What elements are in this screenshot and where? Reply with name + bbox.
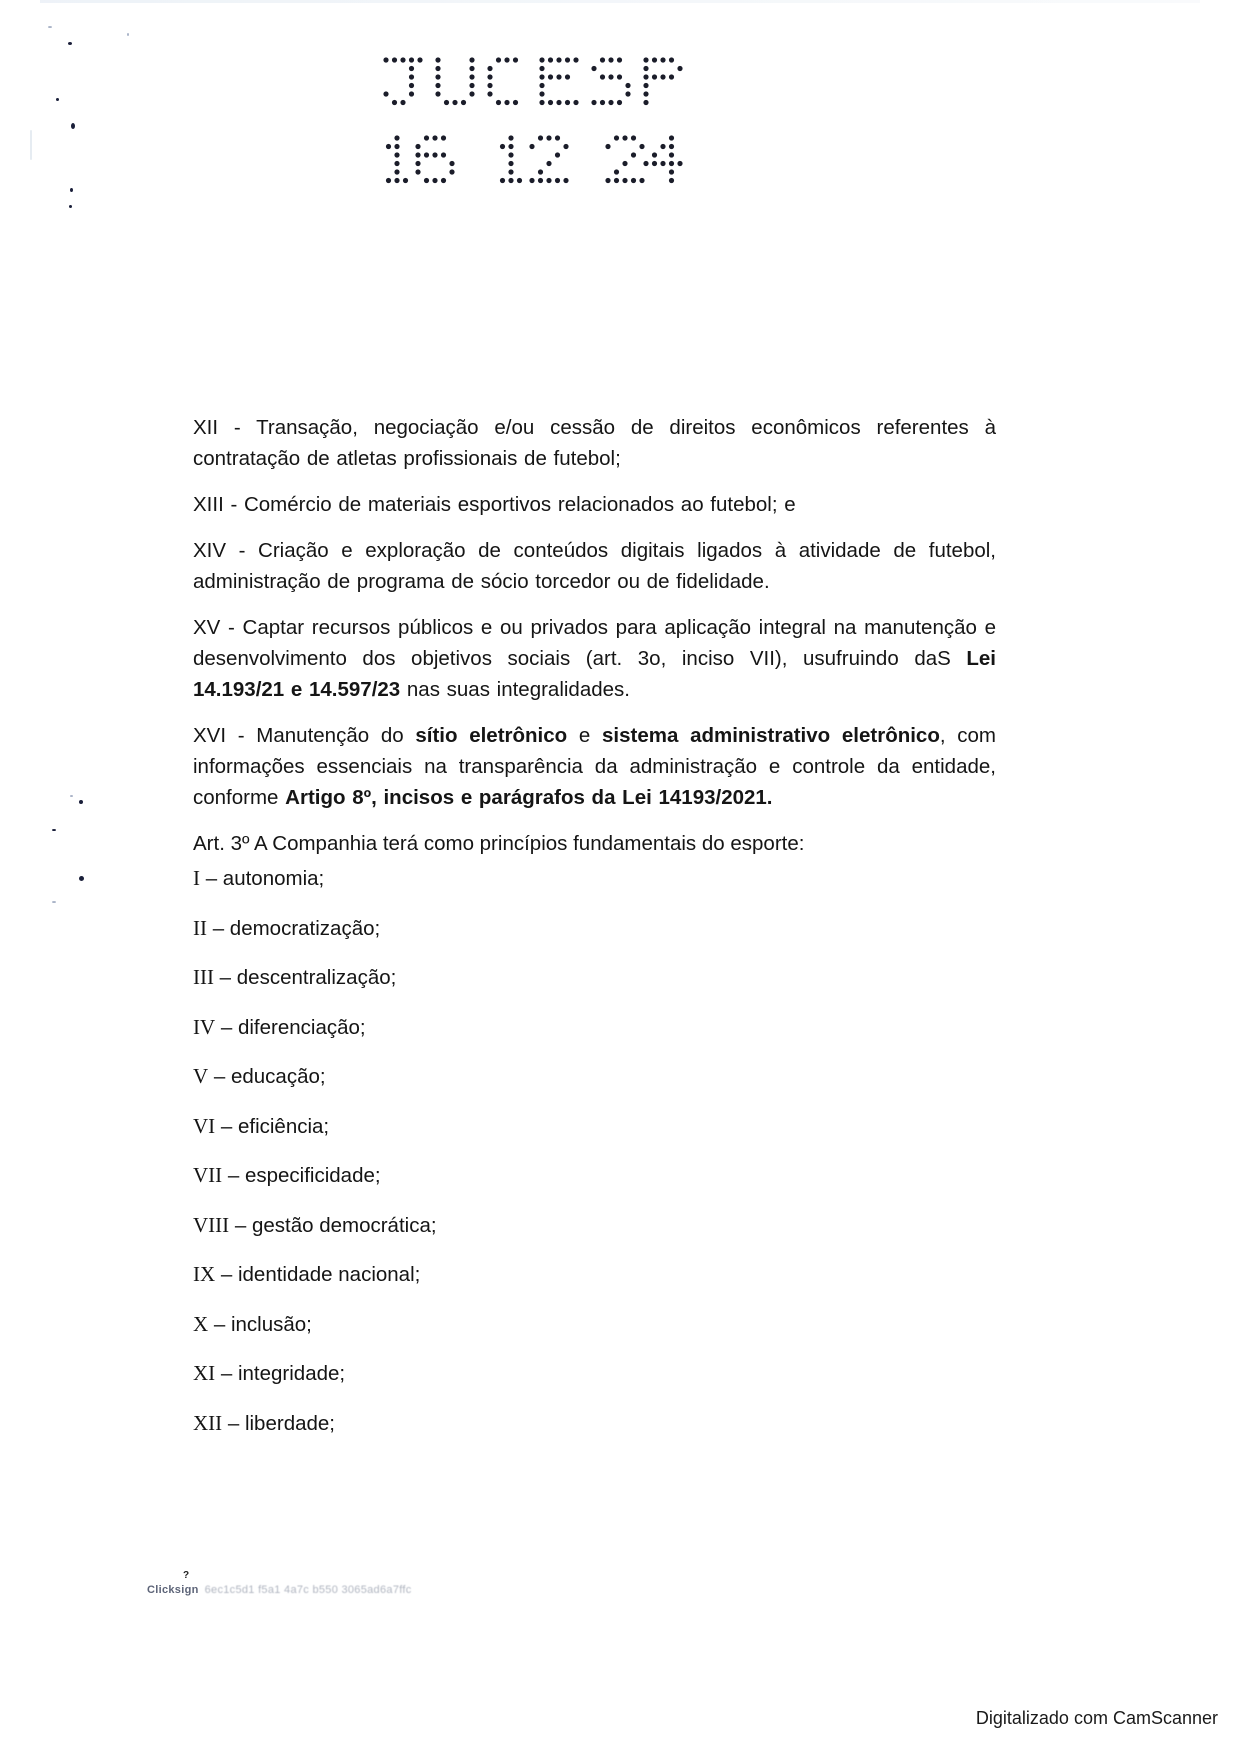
principle-numeral: XI (193, 1361, 216, 1385)
principle-separator: – (215, 1362, 238, 1385)
principle-text: eficiência; (237, 1114, 330, 1138)
stamp-dot (394, 144, 399, 149)
clause-text: XIII - Comércio de materiais esportivos relacionados ao futebol; e (193, 493, 796, 516)
stamp-dot (500, 178, 505, 183)
principle-numeral: VII (193, 1163, 223, 1187)
stamp-dot (394, 135, 399, 140)
speck (48, 26, 52, 28)
clause-bold-text: Artigo 8º, incisos e parágrafos da Lei 14193/2021. (285, 786, 773, 809)
stamp-dot (622, 135, 627, 140)
principle-separator: – (222, 1411, 245, 1435)
clause-text: XII - Transação, negociação e/ou cessão de direitos econômicos referentes à contratação de atletas profissionais de futebol; (193, 416, 996, 470)
clicksign-hash: 6ec1c5d1 f5a1 4a7c b550 3065ad6a7ffc (204, 1584, 412, 1596)
stamp-dot (614, 169, 619, 174)
stamp-dot (625, 91, 630, 96)
stamp-dot (415, 161, 420, 166)
stamp-dot (487, 74, 492, 79)
principle-separator: – (208, 1312, 231, 1336)
stamp-dot (617, 57, 622, 62)
stamp-dot (496, 100, 501, 105)
stamp-dot (415, 169, 420, 174)
stamp-dot (669, 74, 674, 79)
stamp-dot (652, 161, 657, 166)
stamp-dot (556, 57, 561, 62)
stamp-dot (631, 178, 636, 183)
stamp-dot (441, 178, 446, 183)
stamp-dot (605, 178, 610, 183)
stamp-dot (435, 91, 440, 96)
principle-separator: – (215, 1263, 238, 1286)
stamp-dot (424, 152, 429, 157)
stamp-dot (529, 144, 534, 149)
principle-separator: – (200, 867, 223, 890)
principle-item (193, 1309, 996, 1359)
camscanner-watermark: Digitalizado com CamScanner (975, 1708, 1218, 1728)
jucesp-perforated-stamp (380, 50, 710, 200)
stamp-dot (660, 144, 665, 149)
clause-bold-text: sítio eletrônico (415, 724, 568, 747)
speck (71, 123, 75, 129)
principles-list (193, 863, 996, 1457)
speck (52, 829, 56, 831)
stamp-dot (669, 152, 674, 157)
stamp-dot (444, 100, 449, 105)
stamp-dot (417, 57, 422, 62)
stamp-dot (548, 100, 553, 105)
stamp-dot (677, 66, 682, 71)
stamp-dot (600, 74, 605, 79)
stamp-dot (573, 57, 578, 62)
stamp-dot (432, 178, 437, 183)
clause-text: nas suas integralidades. (400, 678, 630, 701)
stamp-dot (500, 144, 505, 149)
stamp-dot (469, 74, 474, 79)
stamp-dot (643, 83, 648, 88)
stamp-dot (631, 135, 636, 140)
principle-text: autonomia; (222, 867, 325, 890)
stamp-dot (424, 135, 429, 140)
stamp-dot (508, 135, 513, 140)
clause-xv (193, 612, 996, 705)
principle-numeral: V (193, 1064, 209, 1088)
speck (70, 188, 73, 192)
stamp-dot (461, 100, 466, 105)
stamp-dot (449, 161, 454, 166)
principle-item (193, 1408, 996, 1458)
stamp-dot (469, 66, 474, 71)
stamp-dot (622, 178, 627, 183)
stamp-dot (435, 66, 440, 71)
principle-numeral: VIII (193, 1212, 230, 1237)
stamp-dot (394, 178, 399, 183)
principle-item (193, 962, 996, 1012)
stamp-dot (617, 74, 622, 79)
principle-numeral: IX (193, 1262, 216, 1286)
stamp-dot (643, 66, 648, 71)
clicksign-mark: ? (183, 1570, 190, 1581)
stamp-dot (643, 91, 648, 96)
principle-numeral: XII (193, 1410, 223, 1435)
principle-text: integridade; (237, 1362, 346, 1385)
stamp-dot (409, 57, 414, 62)
stamp-dot (539, 83, 544, 88)
clause-xiv (193, 535, 996, 597)
stamp-dot (383, 91, 388, 96)
stamp-dot (435, 57, 440, 62)
principle-text: descentralização; (236, 966, 397, 989)
stamp-dot (539, 91, 544, 96)
stamp-dot (643, 100, 648, 105)
stamp-dots (380, 50, 710, 200)
document-body (193, 412, 996, 1457)
principle-item (193, 1210, 996, 1260)
stamp-dot (600, 100, 605, 105)
stamp-dot (555, 152, 560, 157)
principle-item (193, 863, 996, 913)
stamp-dot (517, 178, 522, 183)
speck (52, 901, 56, 903)
speck (30, 130, 32, 160)
clause-text: XV - Captar recursos públicos e ou privados para aplicação integral na manutenção e desenvolvimento dos objetivos sociais (art. 3o, inciso VII), usufruindo daS (193, 616, 996, 670)
stamp-dot (608, 100, 613, 105)
stamp-dot (652, 152, 657, 157)
stamp-dot (591, 100, 596, 105)
stamp-dot (660, 57, 665, 62)
stamp-dot (643, 74, 648, 79)
stamp-dot (508, 152, 513, 157)
clause-text: , com informações essenciais na transparência da administração e controle da entidade, conforme (193, 724, 996, 809)
stamp-dot (386, 178, 391, 183)
principle-separator: – (215, 1015, 238, 1039)
speck (68, 42, 72, 45)
speck (79, 876, 84, 881)
stamp-dot (652, 57, 657, 62)
stamp-dot (529, 178, 534, 183)
principle-item (193, 1160, 996, 1210)
principle-item (193, 1012, 996, 1062)
principle-numeral: X (193, 1311, 209, 1336)
principle-separator: – (213, 966, 237, 989)
stamp-dot (556, 74, 561, 79)
stamp-dot (539, 100, 544, 105)
stamp-dot (614, 178, 619, 183)
stamp-dot (555, 135, 560, 140)
stamp-dot (383, 57, 388, 62)
stamp-dot (565, 57, 570, 62)
stamp-dot (400, 57, 405, 62)
speck (69, 205, 72, 208)
stamp-dot (565, 74, 570, 79)
stamp-dot (432, 152, 437, 157)
clause-text: XIV - Criação e exploração de conteúdos digitais ligados à atividade de futebol, administração de programa de sócio torcedor ou de fidelidade. (193, 539, 996, 593)
stamp-dot (424, 178, 429, 183)
principle-item (193, 1358, 996, 1408)
clicksign-brand: Clicksign (147, 1584, 199, 1596)
stamp-dot (441, 135, 446, 140)
stamp-dot (669, 178, 674, 183)
stamp-dot (394, 161, 399, 166)
stamp-dot (504, 57, 509, 62)
stamp-dot (546, 178, 551, 183)
object-clauses (193, 412, 996, 813)
stamp-dot (469, 91, 474, 96)
principle-text: democratização; (229, 916, 381, 940)
stamp-dot (548, 57, 553, 62)
stamp-dot (643, 57, 648, 62)
stamp-dot (573, 100, 578, 105)
stamp-dot (513, 57, 518, 62)
stamp-dot (392, 100, 397, 105)
principle-text: educação; (230, 1065, 326, 1088)
principle-separator: – (207, 916, 230, 940)
stamp-dot (386, 144, 391, 149)
stamp-dot (409, 66, 414, 71)
principle-text: liberdade; (244, 1411, 335, 1435)
principle-separator: – (222, 1164, 245, 1187)
stamp-dot (415, 152, 420, 157)
stamp-dot (392, 57, 397, 62)
stamp-dot (539, 57, 544, 62)
stamp-dot (508, 161, 513, 166)
stamp-dot (539, 74, 544, 79)
stamp-dot (394, 169, 399, 174)
clause-text: e (567, 724, 602, 747)
stamp-dot (513, 100, 518, 105)
clause-bold-text: Lei 14.193/21 e 14.597/23 (193, 647, 996, 701)
stamp-dot (449, 169, 454, 174)
stamp-dot (652, 74, 657, 79)
stamp-dot (563, 144, 568, 149)
stamp-dot (591, 66, 596, 71)
clause-xiii (193, 489, 996, 520)
stamp-dot (508, 178, 513, 183)
stamp-dot (435, 74, 440, 79)
stamp-dot (435, 83, 440, 88)
stamp-dot (639, 178, 644, 183)
clause-text: XVI - Manutenção do (193, 724, 416, 747)
principle-numeral: I (193, 866, 200, 890)
clicksign-footer (147, 1584, 412, 1596)
stamp-dot (409, 83, 414, 88)
principle-numeral: III (193, 965, 214, 989)
stamp-dot (555, 178, 560, 183)
stamp-dot (441, 152, 446, 157)
stamp-dot (546, 135, 551, 140)
principle-text: diferenciação; (237, 1015, 366, 1039)
stamp-dot (548, 74, 553, 79)
stamp-dot (643, 161, 648, 166)
principle-item (193, 1061, 996, 1111)
stamp-dot (622, 161, 627, 166)
principle-numeral: VI (193, 1113, 216, 1138)
principle-text: identidade nacional; (237, 1263, 421, 1286)
stamp-dot (669, 135, 674, 140)
principle-item (193, 1259, 996, 1309)
stamp-dot (669, 144, 674, 149)
stamp-dot (608, 57, 613, 62)
speck (127, 33, 129, 36)
stamp-dot (504, 100, 509, 105)
stamp-dot (605, 144, 610, 149)
speck (56, 98, 59, 101)
stamp-dot (538, 178, 543, 183)
scan-edge (40, 0, 1200, 3)
stamp-dot (669, 57, 674, 62)
stamp-dot (565, 100, 570, 105)
stamp-dot (469, 57, 474, 62)
stamp-dot (432, 135, 437, 140)
stamp-dot (660, 74, 665, 79)
stamp-dot (639, 144, 644, 149)
principle-separator: – (208, 1065, 231, 1088)
stamp-dot (409, 74, 414, 79)
principle-numeral: II (193, 915, 207, 940)
clause-bold-text: sistema administrativo eletrônico (602, 724, 940, 747)
stamp-dot (677, 161, 682, 166)
stamp-dot (556, 100, 561, 105)
speck (79, 800, 83, 804)
stamp-dot (394, 152, 399, 157)
principle-separator: – (229, 1213, 252, 1237)
stamp-dot (608, 74, 613, 79)
principle-separator: – (215, 1114, 238, 1138)
stamp-dot (496, 57, 501, 62)
principle-numeral: IV (193, 1014, 216, 1039)
principle-item (193, 1111, 996, 1161)
stamp-dot (625, 83, 630, 88)
stamp-dot (563, 178, 568, 183)
principle-text: gestão democrática; (251, 1213, 437, 1237)
stamp-dot (546, 161, 551, 166)
stamp-dot (600, 57, 605, 62)
stamp-dot (469, 83, 474, 88)
stamp-dot (487, 83, 492, 88)
stamp-dot (631, 152, 636, 157)
clause-xvi (193, 720, 996, 813)
clause-xii (193, 412, 996, 474)
principle-text: inclusão; (230, 1312, 312, 1336)
stamp-dot (403, 178, 408, 183)
stamp-dot (539, 66, 544, 71)
speck (70, 795, 73, 797)
stamp-dot (617, 100, 622, 105)
stamp-dot (538, 169, 543, 174)
stamp-dot (487, 66, 492, 71)
principle-text: especificidade; (244, 1164, 381, 1187)
stamp-dot (669, 169, 674, 174)
stamp-dot (452, 100, 457, 105)
stamp-dot (415, 144, 420, 149)
stamp-dot (487, 91, 492, 96)
principle-item (193, 913, 996, 963)
stamp-dot (669, 161, 674, 166)
article-3-heading: Art. 3º A Companhia terá como princípios fundamentais do esporte: (193, 832, 805, 855)
stamp-dot (660, 161, 665, 166)
stamp-dot (409, 91, 414, 96)
stamp-dot (508, 169, 513, 174)
stamp-dot (508, 144, 513, 149)
stamp-dot (400, 100, 405, 105)
stamp-dot (538, 135, 543, 140)
stamp-dot (614, 135, 619, 140)
